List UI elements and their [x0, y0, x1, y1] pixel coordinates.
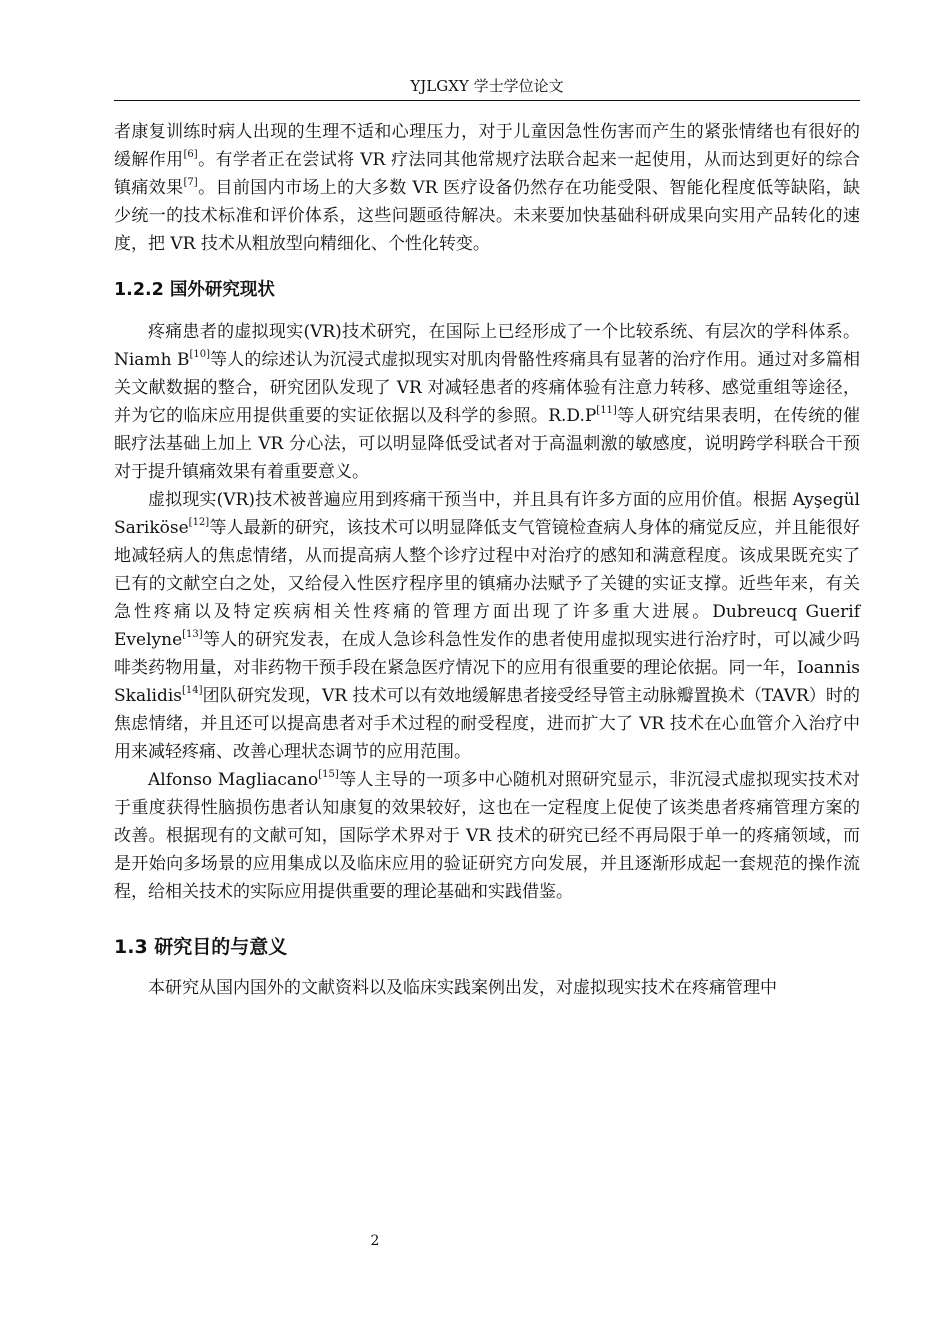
- citation: [13]: [182, 629, 203, 641]
- text-run: 等人最新的研究，该技术可以明显降低支气管镜检查病人身体的痛觉反应，并且能很好地减轻病人的焦虑情绪，从而提高病人整个诊疗过程中对治疗的感知和满意程度。该成果既充实了已有的文献空白之处，又给侵入性医疗程序里的镇痛办法赋予了关键的实证支撑。近些年来，有关急性疼痛以及特定疾病相关性疼痛的管理方面出现了许多重大进展。Dubreucq Guerif Evelyne: [114, 518, 860, 650]
- paragraph: [114, 974, 860, 1002]
- paragraph: [114, 486, 860, 766]
- body-text: [114, 118, 860, 1002]
- running-header: YJLGXY 学士学位论文: [410, 77, 564, 95]
- citation: [7]: [183, 177, 198, 189]
- section-heading-purpose-significance: 1.3 研究目的与意义: [114, 936, 288, 958]
- text-run: 虚拟现实(VR)技术被普遍应用到疼痛干预当中，并且具有许多方面的应用价值。根据 Ayşegül Sariköse: [114, 490, 860, 538]
- citation: [15]: [318, 769, 339, 781]
- text-run: 疼痛患者的虚拟现实(VR)技术研究，在国际上已经形成了一个比较系统、有层次的学科体系。Niamh B: [114, 322, 860, 370]
- text-run: 等人研究结果表明，在传统的催眠疗法基础上加上 VR 分心法，可以明显降低受试者对于高温刺激的敏感度，说明跨学科联合干预对于提升镇痛效果有着重要意义。: [114, 406, 860, 482]
- text-run: 本研究从国内国外的文献资料以及临床实践案例出发，对虚拟现实技术在疼痛管理中: [148, 978, 777, 998]
- paragraph-continuation: [114, 118, 860, 258]
- citation: [11]: [596, 405, 617, 417]
- header-rule: [114, 100, 860, 101]
- text-run: 团队研究发现，VR 技术可以有效地缓解患者接受经导管主动脉瓣置换术（TAVR）时的焦虑情绪，并且还可以提高患者对手术过程的耐受程度，进而扩大了 VR 技术在心血管介入治疗中用来减轻疼痛、改善心理状态调节的应用范围。: [114, 686, 860, 762]
- text-run: 。目前国内市场上的大多数 VR 医疗设备仍然存在功能受限、智能化程度低等缺陷，缺少统一的技术标准和评价体系，这些问题亟待解决。未来要加快基础科研成果向实用产品转化的速度，把 VR 技术从粗放型向精细化、个性化转变。: [114, 178, 861, 254]
- paragraph: [114, 766, 860, 906]
- section-heading-foreign-research: 1.2.2 国外研究现状: [114, 280, 275, 300]
- citation: [10]: [189, 349, 211, 361]
- text-run: Alfonso Magliacano: [148, 770, 319, 790]
- page-number: 2: [370, 1233, 380, 1249]
- citation: [6]: [183, 149, 198, 161]
- citation: [12]: [188, 517, 210, 529]
- text-run: 。有学者正在尝试将 VR 疗法同其他常规疗法联合起来一起使用，从而达到更好的综合镇痛效果: [114, 150, 861, 198]
- paragraph: [114, 318, 860, 486]
- text-run: 等人的综述认为沉浸式虚拟现实对肌肉骨骼性疼痛具有显著的治疗作用。通过对多篇相关文献数据的整合，研究团队发现了 VR 对减轻患者的疼痛体验有注意力转移、感觉重组等途径，并为它的临床应用提供重要的实证依据以及科学的参照。R.D.P: [114, 350, 861, 426]
- text-run: 者康复训练时病人出现的生理不适和心理压力，对于儿童因急性伤害而产生的紧张情绪也有很好的缓解作用: [114, 122, 860, 170]
- text-run: 等人的研究发表，在成人急诊科急性发作的患者使用虚拟现实进行治疗时，可以减少吗啡类药物用量，对非药物干预手段在紧急医疗情况下的应用有很重要的理论依据。同一年，Ioannis Skalidis: [114, 630, 860, 706]
- citation: [14]: [182, 685, 203, 697]
- text-run: 等人主导的一项多中心随机对照研究显示，非沉浸式虚拟现实技术对于重度获得性脑损伤患者认知康复的效果较好，这也在一定程度上促使了该类患者疼痛管理方案的改善。根据现有的文献可知，国际学术界对于 VR 技术的研究已经不再局限于单一的疼痛领域，而是开始向多场景的应用集成以及临床应用的验证研究方向发展，并且逐渐形成起一套规范的操作流程，给相关技术的实际应用提供重要的理论基础和实践借鉴。: [114, 770, 860, 902]
